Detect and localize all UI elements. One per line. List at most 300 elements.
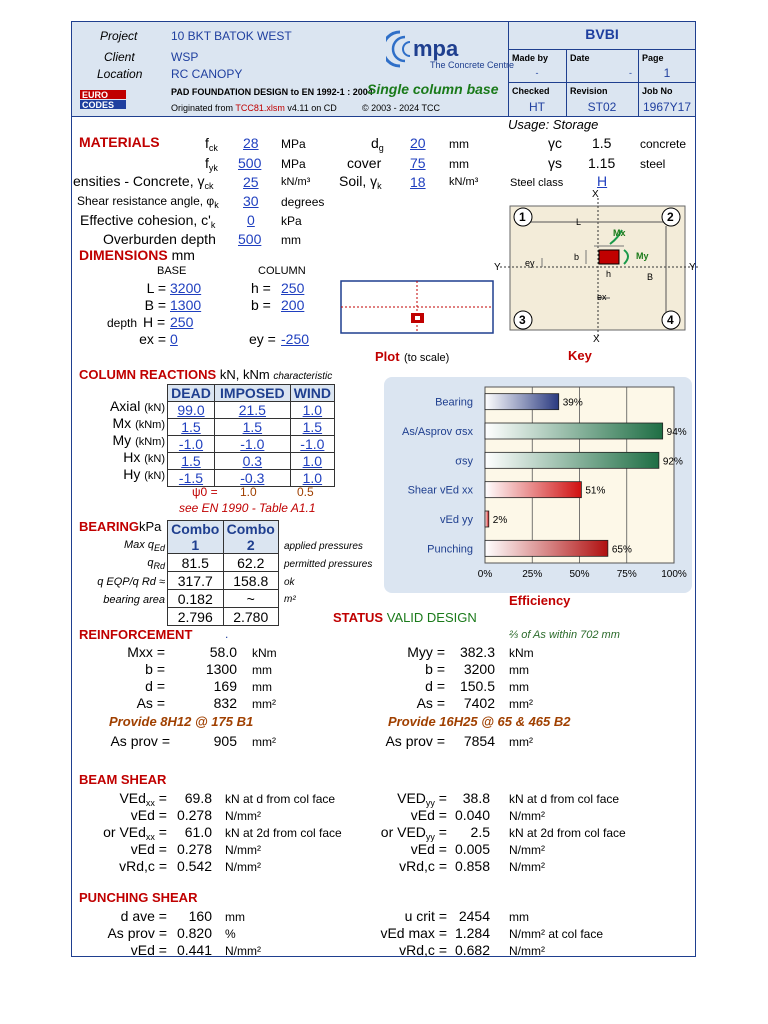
eurocodes-logo bbox=[78, 88, 158, 108]
beam-shear-row-unit: N/mm² bbox=[225, 860, 261, 874]
bar-value-label: 2% bbox=[492, 515, 508, 526]
beam-shear-row-unit: N/mm² bbox=[225, 809, 261, 823]
efficiency-chart bbox=[384, 377, 692, 593]
beam-shear-row-value: 0.040 bbox=[454, 807, 490, 823]
beam-shear-label-eq: = bbox=[434, 824, 447, 840]
fyk-label bbox=[205, 155, 218, 173]
page-label: Page bbox=[642, 53, 664, 63]
beam-shear-row-unit: N/mm² bbox=[509, 843, 545, 857]
shear-angle-label bbox=[77, 194, 219, 210]
ey-label: ey = bbox=[249, 331, 276, 347]
beam-shear-row-label bbox=[57, 790, 167, 808]
bearing-table bbox=[167, 520, 279, 626]
reaction-cell[interactable]: 1.0 bbox=[290, 453, 334, 470]
overburden-value[interactable]: 500 bbox=[238, 231, 262, 247]
status-label: STATUS bbox=[333, 610, 384, 625]
punching-row-unit: mm bbox=[509, 910, 529, 924]
reactions-col-wind: WIND bbox=[290, 385, 334, 402]
materials-heading: MATERIALS bbox=[79, 134, 160, 150]
bearing-row bbox=[168, 572, 279, 590]
usage-label: Usage: Storage bbox=[508, 117, 599, 132]
header-divider-1 bbox=[508, 49, 696, 50]
reinforcement-row-value: 3200 bbox=[463, 661, 495, 677]
reaction-name-hy: Hy bbox=[123, 466, 141, 482]
reaction-label-hx bbox=[100, 449, 165, 465]
punching-heading: PUNCHING SHEAR bbox=[79, 890, 198, 905]
reaction-cell[interactable]: -0.3 bbox=[214, 470, 290, 487]
dimensions-unit: mm bbox=[171, 247, 195, 263]
reinforcement-row-value: 7402 bbox=[463, 695, 495, 711]
cover-unit: mm bbox=[449, 157, 469, 171]
beam-shear-label-text: vEd = bbox=[410, 807, 447, 823]
beam-shear-label-text: vEd = bbox=[130, 807, 167, 823]
reaction-cell[interactable]: -1.5 bbox=[168, 470, 215, 487]
checked-label: Checked bbox=[512, 86, 550, 96]
reaction-unit-hx: (kN) bbox=[144, 453, 165, 465]
location-value: RC CANOPY bbox=[171, 67, 243, 81]
cohesion-value[interactable]: 0 bbox=[247, 212, 255, 228]
key-L: L bbox=[576, 217, 582, 227]
depth-label: depth bbox=[107, 316, 138, 330]
dimensions-title: DIMENSIONS bbox=[79, 247, 168, 263]
bearing-label-qrd bbox=[90, 557, 165, 571]
soil-label bbox=[339, 173, 382, 191]
made-by-label: Made by bbox=[512, 53, 549, 63]
reaction-cell[interactable]: 1.5 bbox=[168, 419, 215, 436]
key-y-left: Y bbox=[494, 262, 501, 273]
bearing-title: BEARING bbox=[79, 519, 139, 534]
H-value[interactable]: 250 bbox=[170, 314, 194, 330]
bearing-label-qed-text: Max q bbox=[124, 539, 154, 551]
shear-angle-value[interactable]: 30 bbox=[243, 193, 259, 209]
beam-shear-label-text: vEd = bbox=[410, 841, 447, 857]
reaction-name-axial: Axial bbox=[109, 398, 141, 414]
reaction-unit-my: (kNm) bbox=[135, 436, 165, 448]
beam-shear-row-value: 69.8 bbox=[184, 790, 212, 806]
company-name: BVBI bbox=[585, 26, 619, 42]
reinforcement-row-unit: kNm bbox=[252, 646, 277, 660]
beam-shear-row-label bbox=[337, 790, 447, 808]
beam-shear-label-eq: = bbox=[154, 824, 167, 840]
soil-unit: kN/m³ bbox=[449, 176, 479, 188]
beam-shear-row-value: 61.0 bbox=[184, 824, 212, 840]
key-label: Key bbox=[568, 348, 592, 363]
fyk-value[interactable]: 500 bbox=[238, 155, 262, 171]
h-value[interactable]: 250 bbox=[281, 280, 305, 296]
reaction-unit-mx: (kNm) bbox=[135, 419, 165, 431]
beam-shear-row-value: 2.5 bbox=[470, 824, 490, 840]
reaction-cell[interactable]: 1.5 bbox=[168, 453, 215, 470]
plot-note: (to scale) bbox=[404, 352, 450, 364]
beam-shear-row-unit: N/mm² bbox=[509, 809, 545, 823]
dg-sub: g bbox=[378, 143, 384, 153]
reactions-row bbox=[168, 419, 335, 436]
key-ex: ex bbox=[597, 292, 607, 302]
bearing-cell: 317.7 bbox=[168, 572, 224, 590]
bearing-col-combo2: Combo 2 bbox=[223, 521, 279, 554]
punching-row-unit: N/mm² bbox=[509, 944, 545, 958]
dg-symbol: d bbox=[371, 135, 379, 151]
reaction-cell[interactable]: -1.0 bbox=[214, 436, 290, 453]
overburden-label: Overburden depth bbox=[103, 231, 216, 247]
density-sub: ck bbox=[204, 181, 214, 191]
cohesion-text: Effective cohesion, c' bbox=[80, 212, 211, 228]
jobno-label: Job No bbox=[642, 86, 673, 96]
reaction-cell[interactable]: -1.0 bbox=[168, 436, 215, 453]
reinforcement-row-value: 150.5 bbox=[459, 678, 495, 694]
category-label: Bearing bbox=[435, 396, 473, 409]
project-value: 10 BKT BATOK WEST bbox=[171, 29, 292, 43]
bearing-cell: 158.8 bbox=[223, 572, 279, 590]
project-label: Project bbox=[100, 29, 138, 43]
bearing-col-combo1: Combo 1 bbox=[168, 521, 224, 554]
bearing-note-ok: ok bbox=[284, 577, 295, 588]
B-value[interactable]: 1300 bbox=[170, 297, 202, 313]
beam-shear-row-label bbox=[57, 807, 167, 825]
reactions-reference: see EN 1990 - Table A1.1 bbox=[179, 501, 316, 515]
tick-label: 0% bbox=[477, 569, 493, 580]
reinforcement-row-unit: mm bbox=[509, 680, 529, 694]
svg-text:EURO: EURO bbox=[82, 90, 109, 100]
beam-shear-row-value: 0.858 bbox=[454, 858, 490, 874]
category-label: σsy bbox=[455, 455, 473, 468]
asprov-y-label: As prov = bbox=[385, 733, 445, 749]
shear-angle-text: Shear resistance angle, φ bbox=[77, 194, 215, 208]
reinforcement-row-label: As = bbox=[416, 695, 445, 711]
punching-row-value: 2454 bbox=[458, 908, 490, 924]
beam-shear-row-value: 0.005 bbox=[454, 841, 490, 857]
title-line: PAD FOUNDATION DESIGN to EN 1992-1 : 2004 bbox=[171, 87, 373, 97]
jobno-value: 1967Y17 bbox=[642, 100, 692, 114]
punching-row-value: 0.682 bbox=[454, 942, 490, 958]
punching-row-unit: % bbox=[225, 927, 236, 941]
column-label: COLUMN bbox=[258, 265, 306, 277]
dg-unit: mm bbox=[449, 137, 469, 151]
asprov-y-value: 7854 bbox=[463, 733, 495, 749]
bearing-label-qrd-sub: Rd bbox=[153, 561, 165, 571]
beam-shear-row-unit: N/mm² bbox=[509, 860, 545, 874]
punching-row-value: 1.284 bbox=[454, 925, 490, 941]
beam-shear-label-text: vEd = bbox=[130, 841, 167, 857]
beam-shear-row-value: 38.8 bbox=[462, 790, 490, 806]
psi-wind: 0.5 bbox=[297, 485, 314, 499]
originated-suffix: v4.11 on CD bbox=[287, 103, 337, 113]
beam-shear-row-unit: kN at 2d from col face bbox=[225, 826, 342, 840]
status-line bbox=[333, 610, 477, 625]
reactions-row bbox=[168, 402, 335, 419]
h-label: h = bbox=[251, 280, 271, 296]
reactions-title: COLUMN REACTIONS bbox=[79, 367, 217, 382]
bearing-label-qrd-text: q bbox=[147, 557, 154, 569]
beam-shear-label-eq: = bbox=[154, 790, 167, 806]
reactions-row bbox=[168, 470, 335, 487]
punching-row-label: vRd,c = bbox=[399, 942, 447, 958]
tick-label: 75% bbox=[616, 569, 637, 580]
cover-label: cover bbox=[347, 155, 382, 171]
efficiency-title: Efficiency bbox=[509, 593, 571, 608]
reinforcement-note: ⅔ of As within 702 mm bbox=[509, 629, 620, 641]
mpa-subtext: The Concrete Centre bbox=[430, 60, 515, 70]
beam-shear-label-text: vRd,c = bbox=[399, 858, 447, 874]
client-value: WSP bbox=[171, 50, 199, 64]
bar-value-label: 39% bbox=[562, 397, 583, 409]
efficiency-bar bbox=[485, 423, 663, 439]
originated-line bbox=[171, 103, 337, 113]
bearing-label-ratio: q EQP/q Rd ≈ bbox=[97, 576, 165, 588]
bearing-row bbox=[168, 608, 279, 626]
psi-imposed: 1.0 bbox=[240, 485, 257, 499]
reinforcement-row-label: d = bbox=[145, 678, 165, 694]
sheet-title: Single column base bbox=[367, 81, 499, 97]
reinforcement-row-unit: mm bbox=[252, 680, 272, 694]
efficiency-bar bbox=[485, 540, 608, 556]
location-label: Location bbox=[97, 67, 143, 81]
cohesion-sub: k bbox=[210, 220, 216, 230]
psi-label: ψ0 = bbox=[192, 485, 218, 499]
beam-shear-label-text: vRd,c = bbox=[119, 858, 167, 874]
key-corner-1: 1 bbox=[519, 210, 526, 224]
date-label: Date bbox=[570, 53, 590, 63]
key-ey: ey bbox=[525, 258, 535, 268]
punching-row-value: 160 bbox=[188, 908, 212, 924]
reinforcement-heading: REINFORCEMENT bbox=[79, 627, 193, 642]
key-B: B bbox=[647, 272, 654, 282]
fck-symbol: f bbox=[205, 135, 209, 151]
reaction-cell[interactable]: 21.5 bbox=[214, 402, 290, 419]
reaction-label-my bbox=[90, 432, 165, 448]
punching-row-value: 0.441 bbox=[176, 942, 212, 958]
reactions-col-dead: DEAD bbox=[168, 385, 215, 402]
reinforcement-row-label: Mxx = bbox=[127, 644, 165, 660]
beam-shear-label-sub: yy bbox=[425, 832, 435, 842]
punching-row-unit: mm bbox=[225, 910, 245, 924]
originated-file: TCC81.xlsm bbox=[235, 103, 285, 113]
cover-value[interactable]: 75 bbox=[410, 155, 426, 171]
reaction-label-mx bbox=[90, 415, 165, 431]
tick-label: 25% bbox=[522, 569, 543, 580]
gamma-s-value: 1.15 bbox=[588, 155, 616, 171]
shear-angle-sub: k bbox=[214, 200, 219, 210]
reinforcement-row-label: b = bbox=[145, 661, 165, 677]
steel-class-label: Steel class bbox=[510, 177, 564, 189]
density-value[interactable]: 25 bbox=[243, 174, 259, 190]
reaction-cell[interactable]: 1.0 bbox=[290, 402, 334, 419]
beam-shear-label-eq: = bbox=[434, 790, 447, 806]
reaction-cell[interactable]: 1.5 bbox=[214, 419, 290, 436]
fck-value[interactable]: 28 bbox=[243, 135, 259, 151]
category-label: Punching bbox=[427, 543, 473, 556]
gamma-s-label: γs bbox=[548, 155, 562, 171]
gamma-c-value: 1.5 bbox=[592, 135, 612, 151]
date-value: - bbox=[629, 68, 632, 78]
key-x-top: X bbox=[592, 189, 599, 200]
beam-shear-label-text: VEd bbox=[119, 790, 146, 806]
H-label: H = bbox=[143, 314, 166, 330]
fck-sub: ck bbox=[208, 143, 218, 153]
ex-label: ex = bbox=[139, 331, 166, 347]
bearing-heading bbox=[79, 519, 161, 534]
punching-row-label: vEd = bbox=[130, 942, 167, 958]
reaction-cell[interactable]: 1.0 bbox=[290, 470, 334, 487]
beam-shear-row-unit: kN at d from col face bbox=[509, 792, 620, 806]
reaction-cell[interactable]: 0.3 bbox=[214, 453, 290, 470]
reactions-heading bbox=[79, 367, 332, 382]
key-h: h bbox=[606, 269, 612, 279]
provide-y: Provide 16H25 @ 65 & 465 B2 bbox=[388, 714, 571, 729]
efficiency-bar bbox=[485, 452, 659, 468]
copyright: © 2003 - 2024 TCC bbox=[362, 103, 441, 113]
reinforcement-row-unit: kNm bbox=[509, 646, 534, 660]
key-y-right: Y bbox=[689, 262, 696, 273]
reactions-row bbox=[168, 453, 335, 470]
category-label: vEd yy bbox=[439, 514, 473, 526]
efficiency-bar bbox=[485, 394, 559, 410]
status-value: VALID DESIGN bbox=[386, 610, 477, 625]
beam-shear-row-value: 0.542 bbox=[176, 858, 212, 874]
L-value[interactable]: 3200 bbox=[170, 280, 202, 296]
beam-shear-row-label bbox=[337, 807, 447, 825]
bearing-cell: 81.5 bbox=[168, 554, 224, 572]
plot-label bbox=[375, 348, 449, 366]
category-label: Shear vEd xx bbox=[407, 484, 473, 497]
soil-value[interactable]: 18 bbox=[410, 174, 426, 190]
provide-x: Provide 8H12 @ 175 B1 bbox=[109, 714, 254, 729]
bearing-cell: 0.182 bbox=[168, 590, 224, 608]
beam-shear-label-text: or VED bbox=[380, 824, 426, 840]
bar-value-label: 65% bbox=[611, 544, 632, 556]
client-label: Client bbox=[104, 50, 135, 64]
reaction-label-axial bbox=[100, 398, 165, 414]
reinforcement-row-value: 832 bbox=[213, 695, 237, 711]
beam-shear-row-value: 0.278 bbox=[176, 841, 212, 857]
checked-value: HT bbox=[529, 100, 545, 114]
bearing-note-permitted: permitted pressures bbox=[284, 559, 373, 570]
beam-shear-row-label bbox=[57, 824, 167, 842]
beam-shear-row-unit: N/mm² bbox=[225, 843, 261, 857]
category-label: As/Asprov σsx bbox=[402, 426, 473, 438]
punching-row-value: 0.820 bbox=[176, 925, 212, 941]
punching-row-label: vEd max = bbox=[380, 925, 447, 941]
punching-row-label: As prov = bbox=[107, 925, 167, 941]
reactions-units: kN, kNm bbox=[219, 367, 270, 382]
b-label: b = bbox=[251, 297, 271, 313]
page-value: 1 bbox=[663, 66, 671, 80]
reactions-row bbox=[168, 436, 335, 453]
reaction-unit-axial: (kN) bbox=[144, 402, 165, 414]
key-b: b bbox=[574, 252, 580, 262]
reaction-unit-hy: (kN) bbox=[144, 470, 165, 482]
bearing-label-qed-sub: Ed bbox=[153, 543, 165, 553]
bar-value-label: 51% bbox=[585, 485, 606, 497]
punching-row-label: d ave = bbox=[120, 908, 167, 924]
beam-shear-heading: BEAM SHEAR bbox=[79, 772, 167, 787]
dg-label bbox=[371, 135, 384, 153]
ex-value[interactable]: 0 bbox=[170, 331, 178, 347]
fyk-sub: yk bbox=[208, 163, 218, 173]
reinforcement-row-unit: mm bbox=[252, 663, 272, 677]
punching-row-label: u crit = bbox=[404, 908, 447, 924]
bearing-cell: 62.2 bbox=[223, 554, 279, 572]
overburden-unit: mm bbox=[281, 233, 301, 247]
asprov-x-value: 905 bbox=[213, 733, 237, 749]
asprov-y-unit: mm² bbox=[509, 735, 533, 749]
base-label: BASE bbox=[157, 265, 187, 277]
key-my: My bbox=[636, 251, 649, 261]
header-divider-2 bbox=[508, 82, 696, 83]
reaction-cell[interactable]: -1.0 bbox=[290, 436, 334, 453]
soil-sub: k bbox=[377, 181, 382, 191]
beam-shear-label-sub: xx bbox=[145, 798, 155, 808]
made-by-value: - bbox=[535, 68, 539, 78]
key-x-bottom: X bbox=[593, 334, 600, 345]
key-corner-3: 3 bbox=[519, 313, 526, 327]
dimensions-heading bbox=[79, 247, 195, 263]
punching-row-unit: N/mm² at col face bbox=[509, 927, 604, 941]
reaction-name-mx: Mx bbox=[112, 415, 132, 431]
asprov-x-label: As prov = bbox=[110, 733, 170, 749]
beam-shear-row-label bbox=[337, 824, 447, 842]
reactions-table bbox=[167, 384, 335, 487]
bearing-label-qed bbox=[90, 539, 165, 553]
bearing-note-applied: applied pressures bbox=[284, 541, 363, 552]
density-unit: kN/m³ bbox=[281, 176, 311, 188]
beam-shear-row-label bbox=[57, 841, 167, 859]
b-value[interactable]: 200 bbox=[281, 297, 305, 313]
density-label bbox=[73, 173, 214, 191]
punching-row-unit: N/mm² bbox=[225, 944, 261, 958]
bearing-unit: kPa bbox=[138, 519, 162, 534]
dg-value[interactable]: 20 bbox=[410, 135, 426, 151]
ey-value[interactable]: -250 bbox=[281, 331, 310, 347]
bar-value-label: 94% bbox=[666, 427, 687, 438]
gamma-c-label: γc bbox=[548, 135, 562, 151]
L-label: L = bbox=[146, 280, 166, 296]
fck-label bbox=[205, 135, 218, 153]
plot-title: Plot bbox=[375, 349, 400, 364]
reinforcement-row-unit: mm² bbox=[509, 697, 533, 711]
revision-label: Revision bbox=[570, 86, 608, 96]
reaction-name-my: My bbox=[112, 432, 132, 448]
reinforcement-row-label: As = bbox=[136, 695, 165, 711]
reaction-cell[interactable]: 99.0 bbox=[168, 402, 215, 419]
cohesion-unit: kPa bbox=[281, 214, 302, 228]
B-label: B = bbox=[144, 297, 166, 313]
beam-shear-row-unit: kN at 2d from col face bbox=[509, 826, 626, 840]
fyk-unit: MPa bbox=[281, 157, 306, 171]
reaction-cell[interactable]: 1.5 bbox=[290, 419, 334, 436]
bearing-row bbox=[168, 590, 279, 608]
reactions-note: characteristic bbox=[273, 371, 333, 382]
reinforcement-row-value: 1300 bbox=[205, 661, 237, 677]
reinforcement-row-unit: mm² bbox=[252, 697, 276, 711]
density-text: ensities - Concrete, γ bbox=[73, 173, 205, 189]
reaction-name-hx: Hx bbox=[123, 449, 141, 465]
beam-shear-row-value: 0.278 bbox=[176, 807, 212, 823]
reinforcement-row-label: Myy = bbox=[407, 644, 445, 660]
key-corner-2: 2 bbox=[667, 210, 674, 224]
reactions-col-imposed: IMPOSED bbox=[214, 385, 290, 402]
reinforcement-dot: . bbox=[225, 627, 229, 641]
fyk-symbol: f bbox=[205, 155, 209, 171]
gamma-s-name: steel bbox=[640, 157, 666, 171]
asprov-x-unit: mm² bbox=[252, 735, 276, 749]
beam-shear-label-sub: yy bbox=[425, 798, 435, 808]
steel-class-value[interactable]: H bbox=[597, 173, 608, 189]
efficiency-bar bbox=[485, 482, 581, 498]
key-mx: Mx bbox=[613, 228, 626, 238]
revision-value: ST02 bbox=[587, 100, 617, 114]
soil-text: Soil, γ bbox=[339, 173, 378, 189]
